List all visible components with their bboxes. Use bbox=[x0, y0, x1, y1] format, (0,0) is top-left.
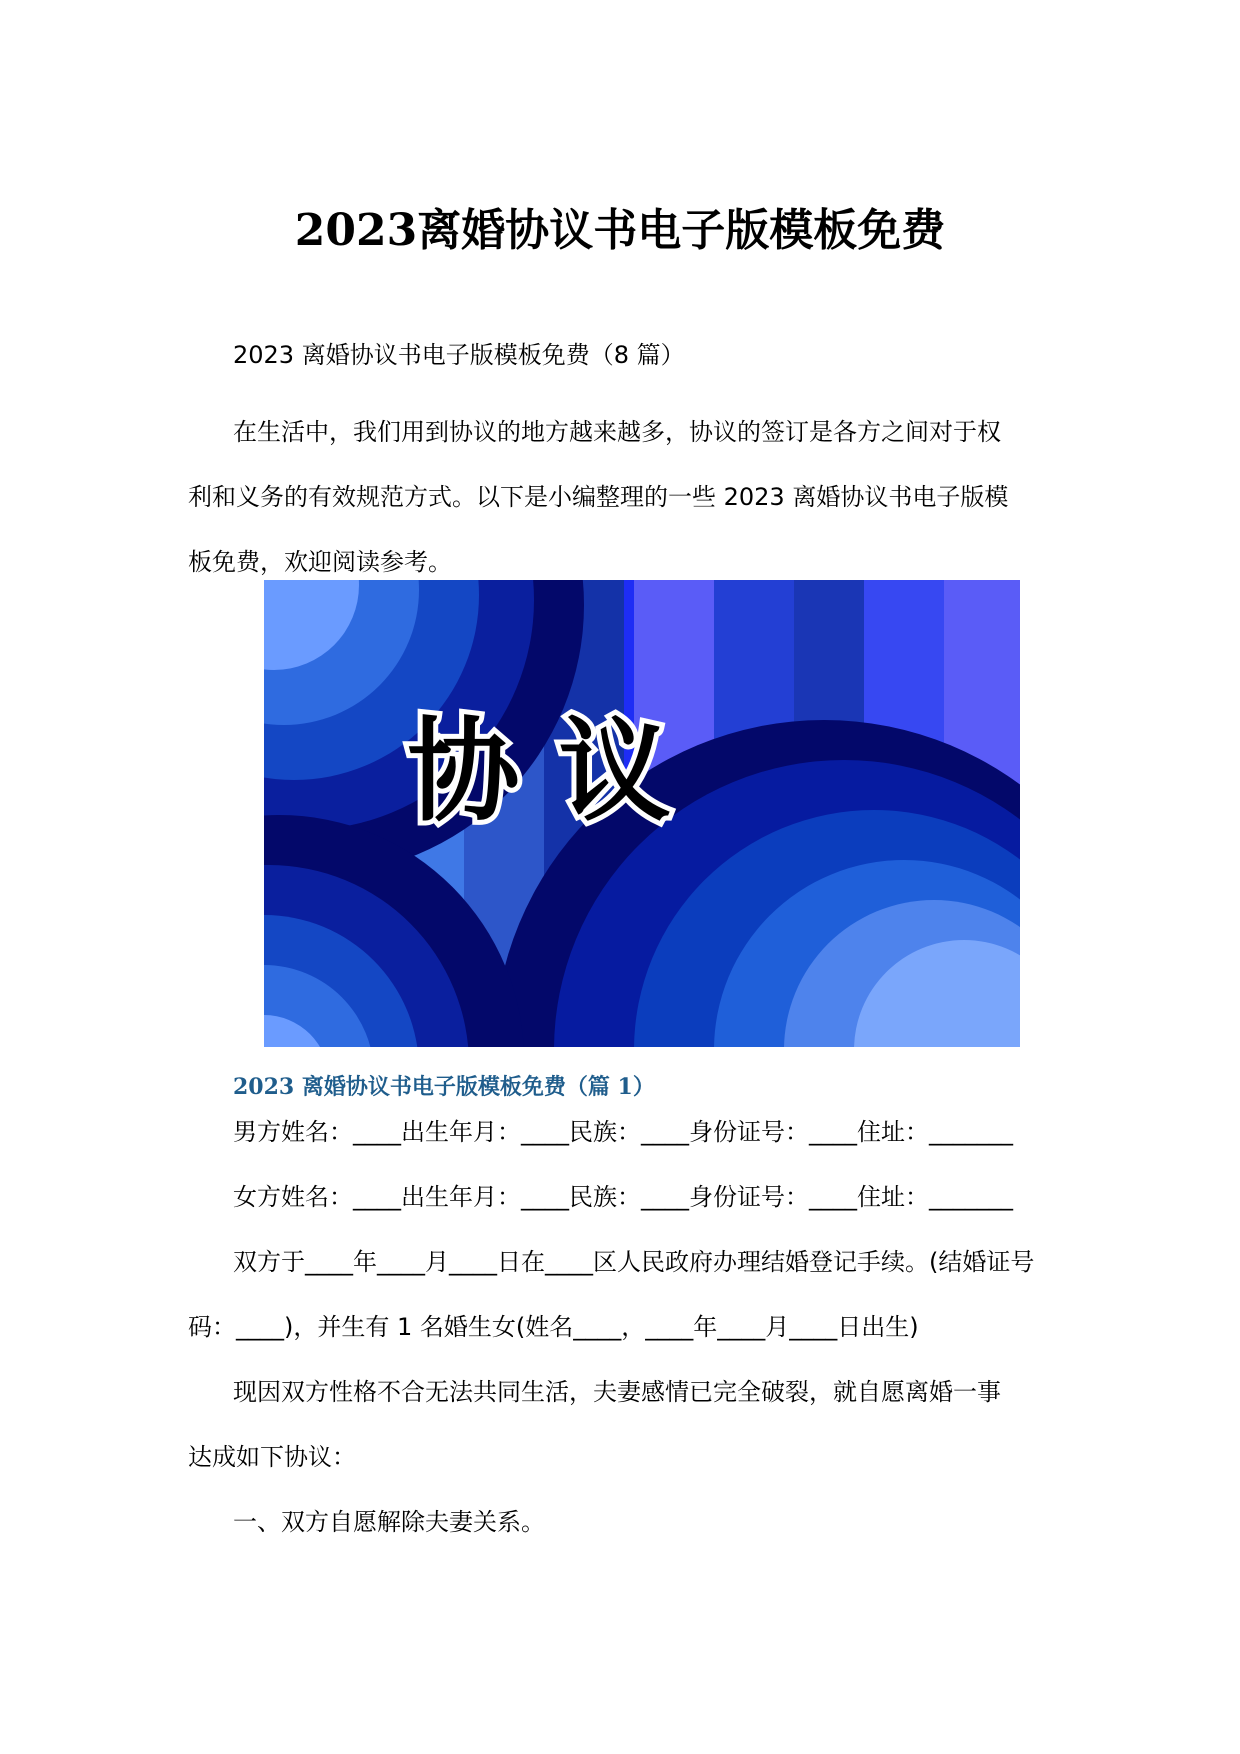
reason-line-2: 达成如下协议： bbox=[188, 1443, 356, 1471]
intro-line-1: 在生活中，我们用到协议的地方越来越多，协议的签订是各方之间对于权 bbox=[233, 418, 1001, 446]
intro-line-2: 利和义务的有效规范方式。以下是小编整理的一些 2023 离婚协议书电子版模 bbox=[188, 483, 1009, 511]
banner-text: 协 议 bbox=[407, 707, 671, 837]
clause-section bbox=[188, 1490, 1050, 1555]
party-info bbox=[188, 1100, 1050, 1230]
reason-paragraph bbox=[188, 1360, 1050, 1490]
agreement-banner-image bbox=[264, 580, 1020, 1047]
marriage-line-1: 双方于____年____月____日在____区人民政府办理结婚登记手续。(结婚证号 bbox=[233, 1248, 1035, 1276]
section-heading: 2023 离婚协议书电子版模板免费（篇 1） bbox=[233, 1074, 655, 1100]
clause-1: 一、双方自愿解除夫妻关系。 bbox=[233, 1508, 545, 1536]
intro-subtitle: 2023 离婚协议书电子版模板免费（8 篇） bbox=[233, 341, 685, 369]
banner-graphic bbox=[264, 580, 1020, 1047]
intro-line-3: 板免费，欢迎阅读参考。 bbox=[188, 548, 452, 576]
intro-paragraph bbox=[188, 400, 1050, 595]
intro-section bbox=[188, 335, 1050, 375]
marriage-line-2: 码：____)，并生有 1 名婚生女(姓名____，____年____月____日出生) bbox=[188, 1313, 919, 1341]
husband-info-line: 男方姓名：____出生年月：____民族：____身份证号：____住址：_______ bbox=[233, 1118, 1013, 1146]
wife-info-line: 女方姓名：____出生年月：____民族：____身份证号：____住址：_______ bbox=[233, 1183, 1013, 1211]
reason-line-1: 现因双方性格不合无法共同生活，夫妻感情已完全破裂，就自愿离婚一事 bbox=[233, 1378, 1001, 1406]
document-title: 2023离婚协议书电子版模板免费 bbox=[294, 205, 946, 256]
marriage-paragraph bbox=[188, 1230, 1050, 1360]
